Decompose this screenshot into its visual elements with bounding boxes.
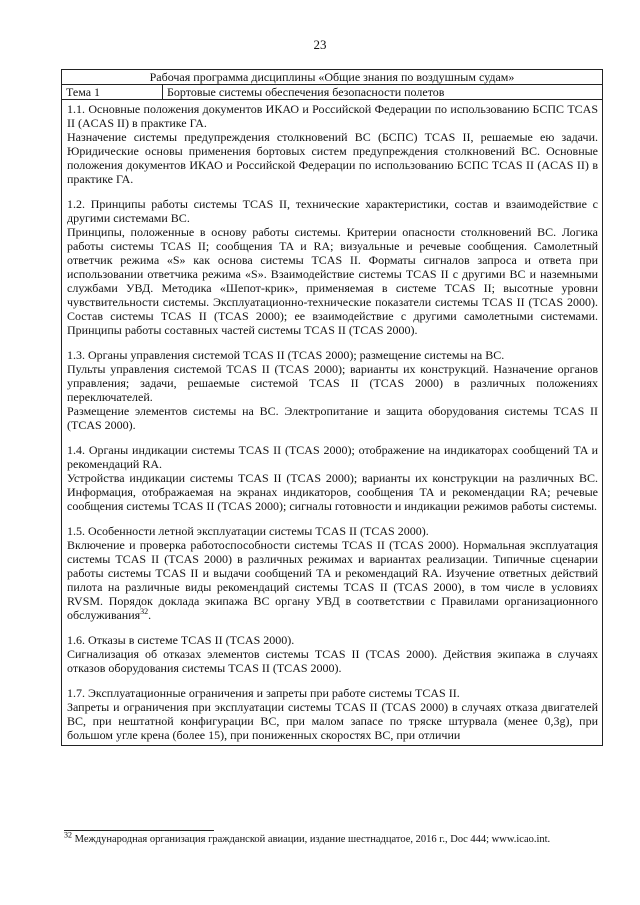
- section-heading: 1.5. Особенности летной эксплуатации системы TCAS II (TCAS 2000).: [67, 524, 429, 538]
- footnote-divider: [64, 830, 214, 831]
- section-body: Сигнализация об отказах элементов системы TCAS II (TCAS 2000). Действия экипажа в случаях отказов оборудования системы TCAS II (TCAS 2000).: [67, 647, 598, 675]
- topic-label: Тема 1: [62, 85, 163, 100]
- section: [67, 197, 598, 337]
- section: [67, 524, 598, 622]
- section-body: Устройства индикации системы TCAS II (TCAS 2000); варианты их конструкции на различных ВС. Информация, отображаемая на экранах индикаторов, сообщения TA и рекомендации RA; речевые сообщения системы TCAS II (TCAS 2000); сигналы готовности и индикации режимов работы системы.: [67, 471, 598, 513]
- sections-cell: [62, 100, 603, 746]
- program-title: Рабочая программа дисциплины «Общие знания по воздушным судам»: [62, 70, 603, 85]
- footnote-number: 32: [64, 830, 72, 840]
- section-body: Запреты и ограничения при эксплуатации системы TCAS II (TCAS 2000) в случаях отказа двигателей ВС, при нештатной конфигурации ВС, при малом запасе по тряске штурвала (менее 0,3g), при большом угле крена (более 15), при пониженных скоростях ВС, при отличии: [67, 700, 598, 742]
- section: [67, 348, 598, 432]
- footnote: [64, 830, 551, 845]
- section: [67, 102, 598, 186]
- program-table: [61, 69, 603, 746]
- section-heading: 1.7. Эксплуатационные ограничения и запреты при работе системы TCAS II.: [67, 686, 460, 700]
- section-body: Размещение элементов системы на ВС. Электропитание и защита оборудования системы TCAS II (TCAS 2000).: [67, 404, 598, 432]
- topic-title: Бортовые системы обеспечения безопасности полетов: [163, 85, 603, 100]
- section-heading: 1.6. Отказы в системе TCAS II (TCAS 2000).: [67, 633, 295, 647]
- footnote-reference: 32: [140, 607, 149, 616]
- section-body: Назначение системы предупреждения столкновений ВС (БСПС) TCAS II, решаемые ею задачи. Юридические основы применения бортовых систем предупреждения столкновений ВС. Основные положения документов ИКАО и Российской Федерации по использованию БСПС TCAS II (ACAS II) в практике ГА.: [67, 130, 598, 186]
- section-heading: 1.1. Основные положения документов ИКАО и Российской Федерации по использованию БСПС TCAS II (ACAS II) в практике ГА.: [67, 102, 598, 130]
- section-body: [67, 538, 598, 622]
- section-heading: 1.2. Принципы работы системы TCAS II, технические характеристики, состав и взаимодействие с другими системами ВС.: [67, 197, 598, 225]
- section-body: Пульты управления системой TCAS II (TCAS 2000); варианты их конструкций. Назначение органов управления; задачи, решаемые системой TCAS II (TCAS 2000) в различных положениях переключателей.: [67, 362, 598, 404]
- section-body-text: Включение и проверка работоспособности системы TCAS II (TCAS 2000). Нормальная эксплуатация системы TCAS II (TCAS 2000) в различных режимах и вариантах реализации. Типичные сценарии работы системы TCAS II и выдачи сообщений TA и рекомендаций RA. Изучение ответных действий пилота на различные виды рекомендаций системы TCAS II (TCAS 2000), в том числе в условиях RVSM. Порядок доклада экипажа ВС органу УВД в соответствии с Правилами организационного обслуживания: [67, 538, 598, 622]
- section-body-end: .: [148, 608, 152, 622]
- section-body: Принципы, положенные в основу работы системы. Критерии опасности столкновений ВС. Логика работы системы TCAS II; сообщения TA и RA; визуальные и речевые сообщения. Самолетный ответчик режима «S» как основа системы TCAS II. Форматы сигналов запроса и ответа при использовании ответчика режима «S». Взаимодействие системы TCAS II с другими ВС и наземными службами УВД. Методика «Шепот-крик», применяемая в системе TCAS II; высотные уровни чувствительности системы. Эксплуатационно-технические показатели системы TCAS II (TCAS 2000). Состав системы TCAS II (TCAS 2000); ее взаимодействие с другими самолетными системами. Принципы работы составных частей системы TCAS II (TCAS 2000).: [67, 225, 598, 337]
- section-heading: 1.3. Органы управления системой TCAS II (TCAS 2000); размещение системы на ВС.: [67, 348, 505, 362]
- section: [67, 633, 598, 675]
- section: [67, 686, 598, 742]
- section: [67, 443, 598, 513]
- page-number: 23: [313, 37, 327, 52]
- footnote-text: Международная организация гражданской авиации, издание шестнадцатое, 2016 г., Doc 444; www.icao.int.: [72, 834, 551, 845]
- section-heading: 1.4. Органы индикации системы TCAS II (TCAS 2000); отображение на индикаторах сообщений TA и рекомендаций RA.: [67, 443, 598, 471]
